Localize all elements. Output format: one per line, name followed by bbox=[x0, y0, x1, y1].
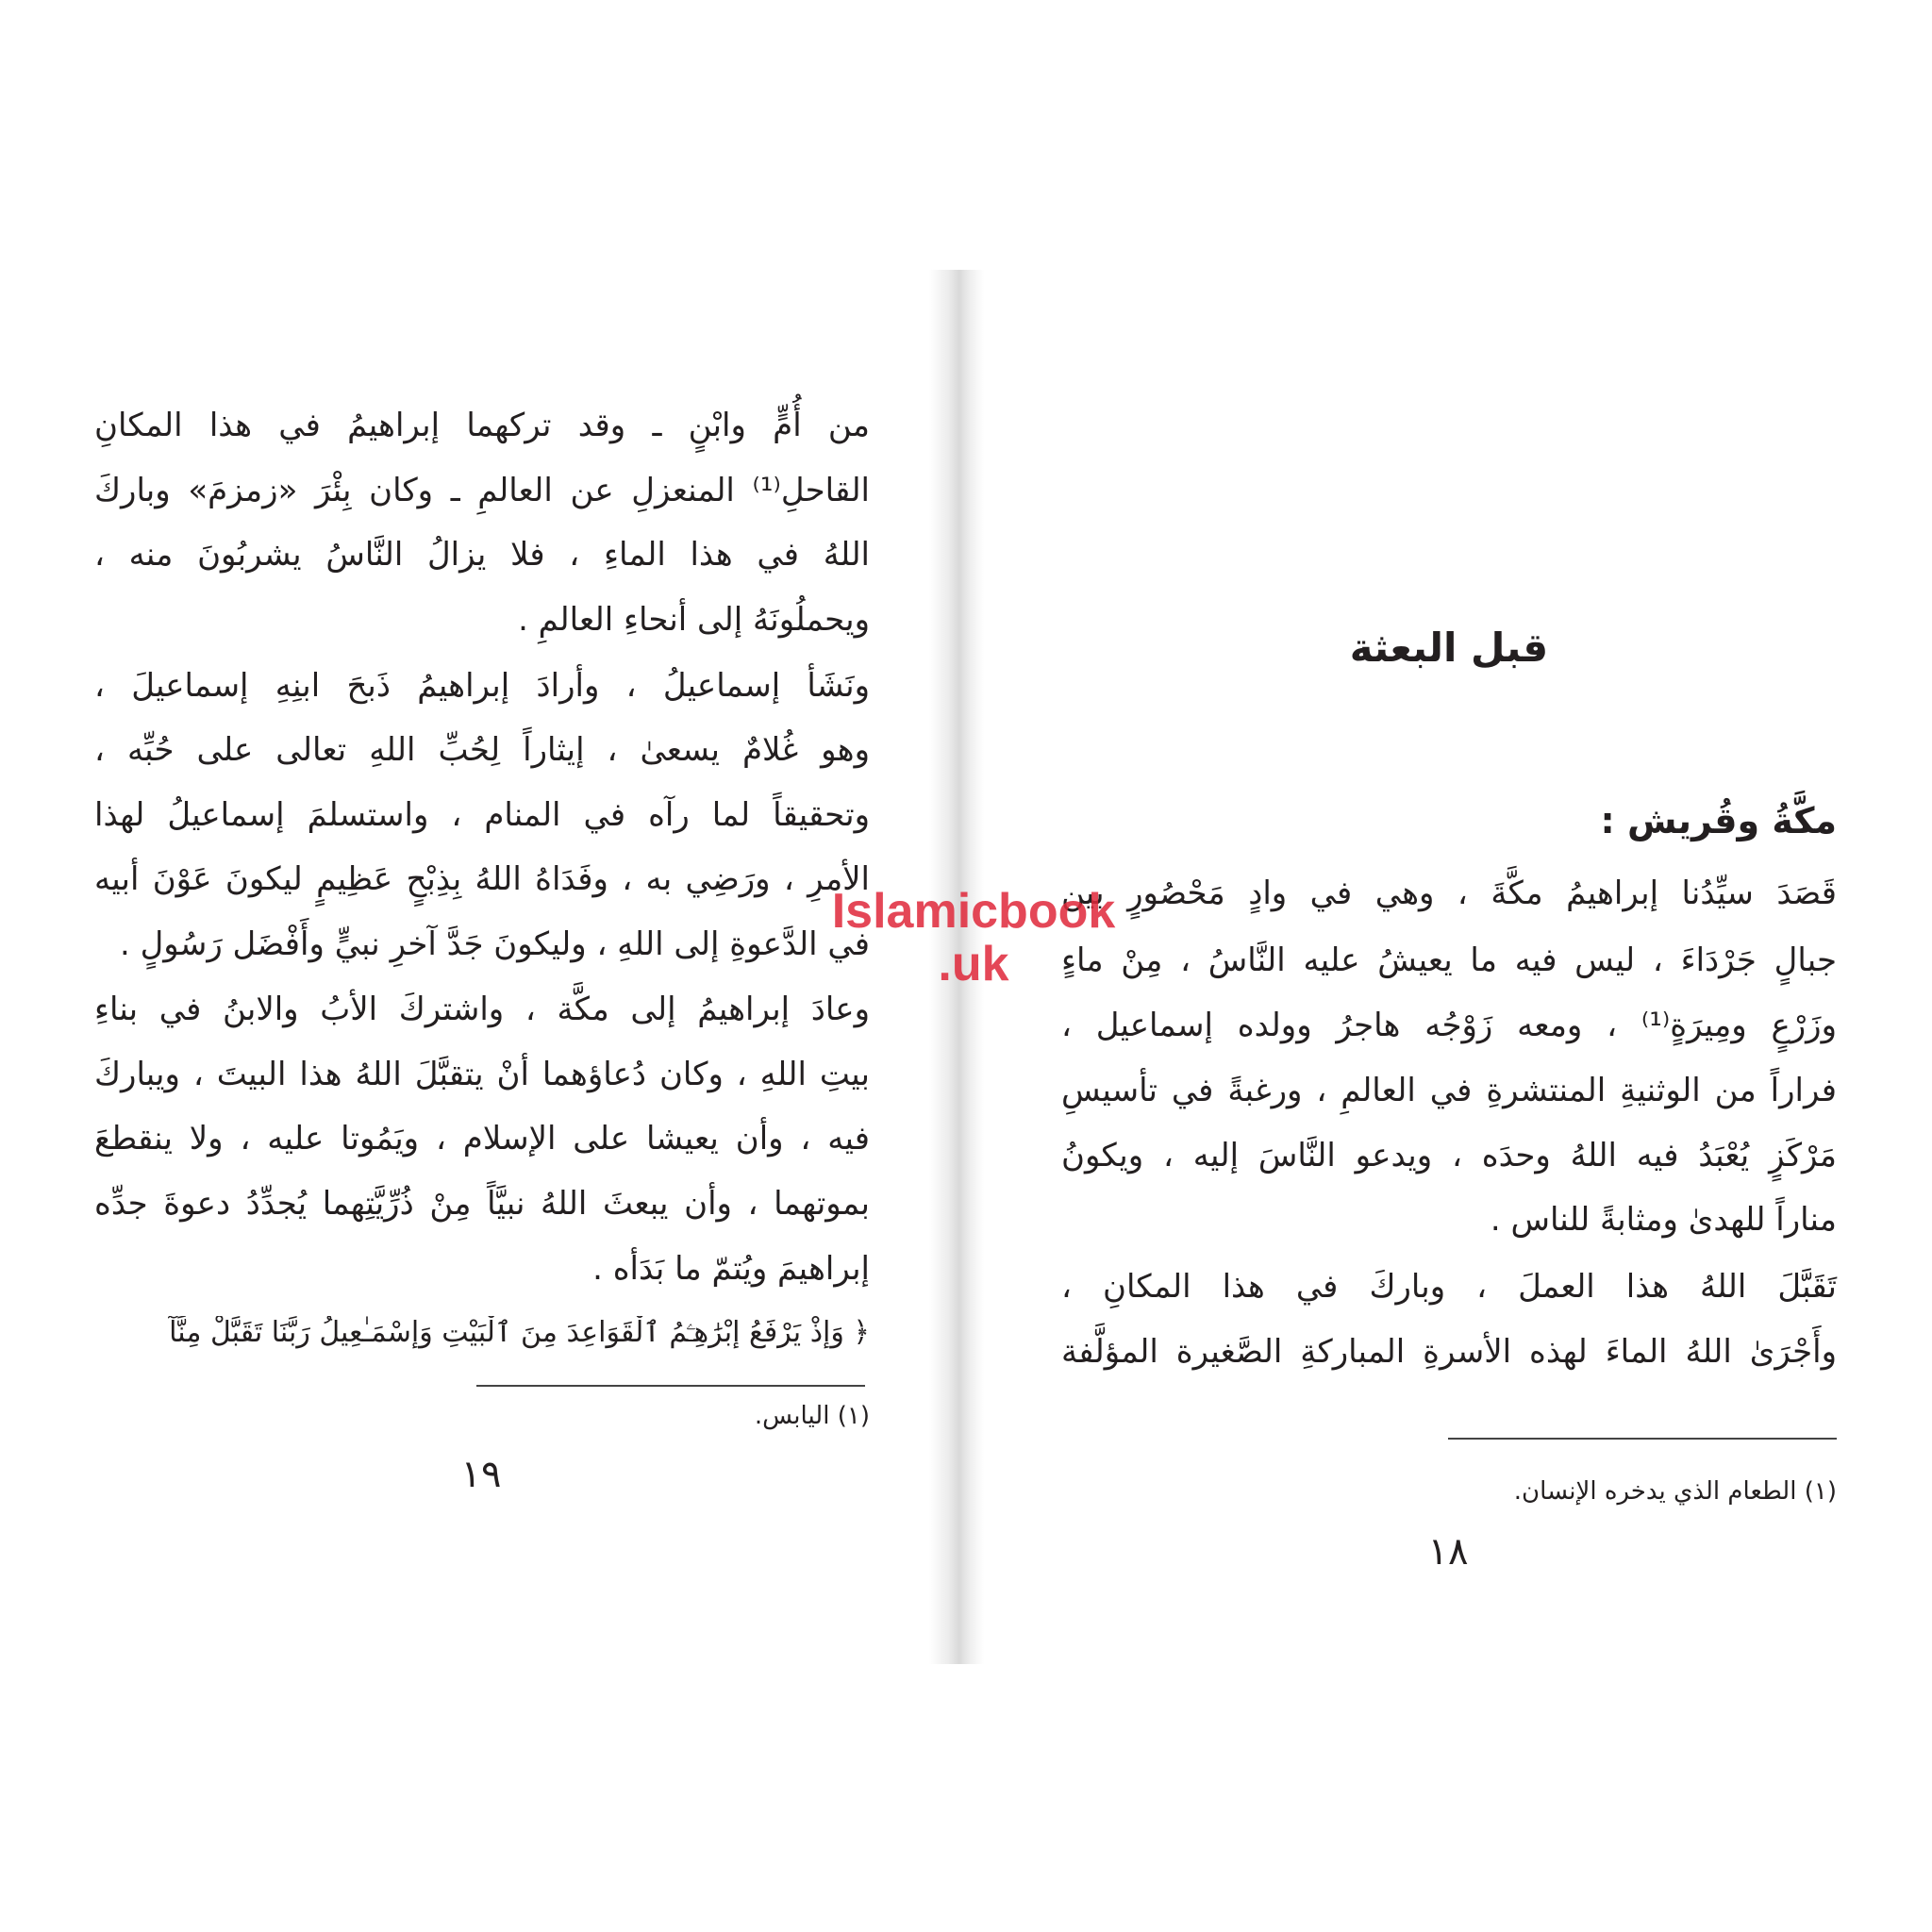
footnote: (١) الطعام الذي يدخره الإنسان. bbox=[1513, 1477, 1837, 1506]
quran-verse: ﴿ وَإِذْ يَرْفَعُ إِبْرَٰهِـۧمُ ٱلْقَوَاعِدَ مِنَ ٱلْبَيْتِ وَإِسْمَـٰعِيلُ رَبَّنَا تَقَبَّلْ مِنَّآ bbox=[169, 1316, 870, 1349]
left-line-10: وعادَ إبراهيمُ إلى مكَّة ، واشتركَ الأبُ والابنُ في بناءِ bbox=[94, 991, 870, 1028]
left-line-3: اللهُ في هذا الماءِ ، فلا يزالُ النَّاسُ يشربُونَ منه ، bbox=[94, 536, 870, 574]
left-line-14: إبراهيمَ ويُتمّ ما بَدَأه . bbox=[592, 1250, 870, 1288]
left-line-7: وتحقيقاً لما رآه في المنام ، واستسلمَ إسماعيلُ لهذا bbox=[94, 796, 870, 834]
left-page bbox=[94, 270, 870, 1664]
left-line-11: بيتِ اللهِ ، وكان دُعاؤهما أنْ يتقبَّلَ اللهُ هذا البيتَ ، ويباركَ bbox=[94, 1056, 870, 1093]
watermark-logo bbox=[794, 885, 1153, 991]
left-line-8: الأمرِ ، ورَضِي به ، وفَدَاهُ اللهُ بِذِبْحٍ عَظِيمٍ ليكونَ عَوْنَ أبيه bbox=[94, 860, 870, 898]
footnote-rule bbox=[476, 1385, 865, 1387]
chapter-title: قبل البعثة bbox=[1349, 625, 1549, 671]
left-line-1: من أُمٍّ وابْنٍ ـ وقد تركهما إبراهيمُ في هذا المكانِ bbox=[94, 407, 870, 444]
left-line-9: في الدَّعوةِ إلى اللهِ ، وليكونَ جَدَّ آخرِ نبيٍّ وأَفْضَل رَسُولٍ . bbox=[119, 925, 870, 963]
left-line-12: فيه ، وأن يعيشا على الإسلام ، ويَمُوتا عليه ، ولا ينقطعَ bbox=[94, 1120, 870, 1158]
left-line-6: وهو غُلامٌ يسعىٰ ، إيثاراً لِحُبِّ اللهِ تعالى على حُبِّه ، bbox=[94, 731, 870, 769]
right-line-2: جبالٍ جَرْدَاءَ ، ليس فيه ما يعيشُ عليه النَّاسُ ، مِنْ ماءٍ bbox=[1061, 941, 1837, 979]
section-subtitle: مكَّةُ وقُريش : bbox=[1600, 800, 1837, 841]
left-line-5: ونَشَأ إسماعيلُ ، وأرادَ إبراهيمُ ذَبحَ ابنِهِ إسماعيلَ ، bbox=[94, 667, 870, 705]
right-line-3: وزَرْعٍ ومِيرَةٍ⁽¹⁾ ، ومعه زَوْجُه هاجرُ وولده إسماعيل ، bbox=[1061, 1007, 1838, 1044]
right-line-5: مَرْكَزٍ يُعْبَدُ فيه اللهُ وحدَه ، ويدعو النَّاسَ إليه ، ويكونُ bbox=[1061, 1137, 1837, 1174]
footnote-rule bbox=[1448, 1438, 1837, 1440]
watermark-line-2: .uk bbox=[938, 937, 1009, 991]
right-page bbox=[1061, 270, 1837, 1664]
page-number: ١٨ bbox=[1427, 1530, 1469, 1574]
right-line-8: وأَجْرَىٰ اللهُ الماءَ لهذه الأسرةِ المباركةِ الصَّغيرة المؤلَّفة bbox=[1061, 1333, 1837, 1371]
watermark-line-1: Islamicbook bbox=[831, 884, 1116, 939]
right-line-1: قَصَدَ سيِّدُنا إبراهيمُ مكَّةَ ، وهي في وادٍ مَحْصُورٍ بين bbox=[1061, 874, 1837, 912]
left-line-2: القاحلِ⁽¹⁾ المنعزلِ عن العالمِ ـ وكان بِئْرَ «زمزمَ» وباركَ bbox=[94, 472, 870, 509]
left-line-4: ويحملُونَهُ إلى أنحاءِ العالمِ . bbox=[518, 601, 870, 639]
right-line-7: تَقَبَّلَ اللهُ هذا العملَ ، وباركَ في هذا المكانِ ، bbox=[1061, 1268, 1837, 1306]
page-number: ١٩ bbox=[460, 1453, 502, 1496]
right-line-6: مناراً للهدىٰ ومثابةً للناس . bbox=[1490, 1201, 1837, 1239]
left-line-13: بموتهما ، وأن يبعثَ اللهُ نبيَّاً مِنْ ذُرِّيَّتِهما يُجدِّدُ دعوةَ جدِّه bbox=[94, 1185, 870, 1223]
footnote: (١) اليابس. bbox=[754, 1402, 870, 1430]
right-line-4: فراراً من الوثنيةِ المنتشرةِ في العالمِ ، ورغبةً في تأسيسِ bbox=[1061, 1072, 1837, 1109]
